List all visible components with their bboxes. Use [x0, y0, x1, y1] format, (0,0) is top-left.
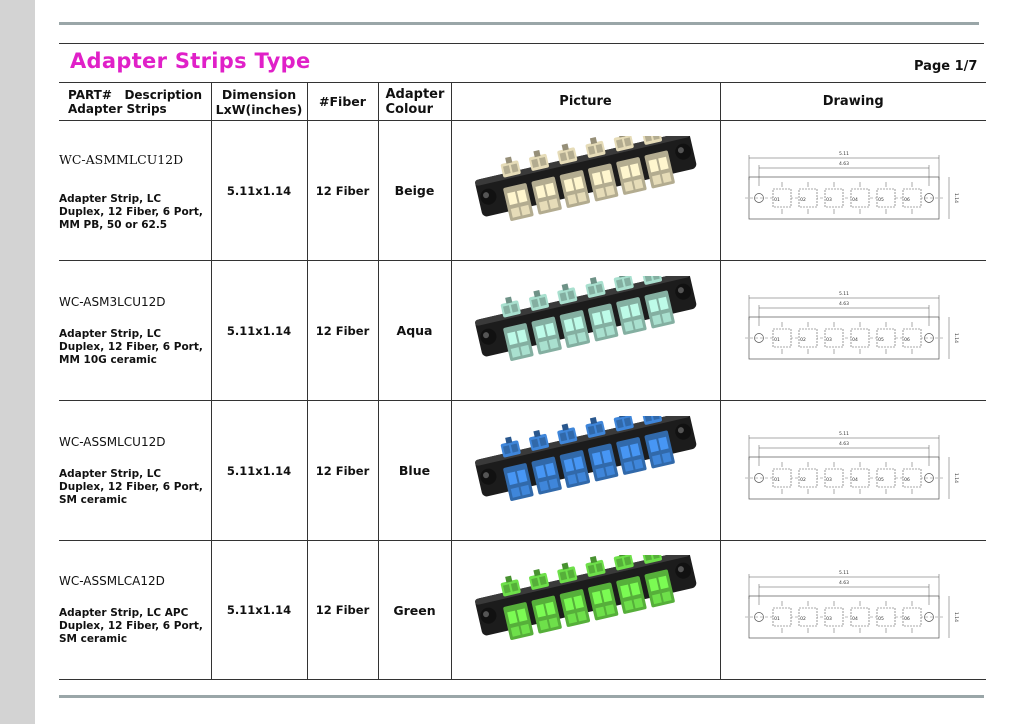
drawing-port-label: 06: [904, 617, 911, 622]
table-row: [59, 121, 986, 261]
drawing-port-label: 01: [774, 337, 781, 343]
drawing-cell: [720, 121, 986, 261]
table-header-row: [59, 83, 986, 121]
adapter-strip-green-icon: [466, 555, 706, 665]
drawing-cell: [720, 261, 986, 401]
header-colour-line2: Colour: [385, 101, 434, 117]
header-dimension: [211, 83, 307, 121]
adapter-strip-aqua-icon: [466, 276, 706, 386]
picture-cell: [451, 121, 720, 261]
part-cell: [59, 541, 211, 680]
picture-cell: [451, 541, 720, 680]
header-part-line1: PART# Description: [68, 87, 203, 102]
header-picture: Picture: [451, 83, 720, 121]
dimension-cell: 5.11x1.14: [211, 121, 307, 261]
part-description: Adapter Strip, LC Duplex, 12 Fiber, 6 Port, SM ceramic: [59, 467, 203, 506]
dimension-drawing-icon: [743, 565, 963, 655]
drawing-port-label: 02: [800, 617, 807, 622]
header-fiber: #Fiber: [307, 83, 378, 121]
dimension-drawing-icon: [743, 286, 963, 376]
dimension-drawing-icon: [743, 146, 963, 236]
part-description: Adapter Strip, LC Duplex, 12 Fiber, 6 Port, MM 10G ceramic: [59, 327, 203, 366]
part-number: WC-ASMMLCU12D: [59, 151, 184, 167]
part-cell: [59, 401, 211, 541]
table-row: [59, 261, 986, 401]
drawing-port-label: 02: [800, 197, 807, 203]
part-number: WC-ASM3LCU12D: [59, 294, 166, 309]
drawing-port-label: 04: [852, 337, 859, 343]
picture-cell: [451, 401, 720, 541]
drawing-port-label: 04: [852, 477, 859, 483]
fiber-cell: 12 Fiber: [307, 541, 378, 680]
part-cell: [59, 121, 211, 261]
header-adapter-colour: [378, 83, 451, 121]
drawing-width-label: 1.14: [953, 472, 959, 483]
dimension-cell: 5.11x1.14: [211, 401, 307, 541]
page-side-margin: [0, 0, 35, 724]
drawing-width-label: 1.14: [953, 611, 959, 623]
header-part-line2: Adapter Strips: [68, 101, 167, 116]
fiber-cell: 12 Fiber: [307, 261, 378, 401]
drawing-port-label: 02: [800, 477, 807, 483]
bottom-rule: [59, 695, 984, 698]
drawing-port-label: 03: [826, 197, 833, 203]
drawing-port-label: 02: [800, 337, 807, 343]
drawing-hole-spacing-label: 4.63: [839, 581, 850, 586]
adapter-strip-beige-icon: [466, 136, 706, 246]
table-frame-top: [59, 43, 984, 44]
colour-cell: Beige: [378, 121, 451, 261]
fiber-cell: 12 Fiber: [307, 401, 378, 541]
header-dimension-line2: LxW(inches): [215, 101, 303, 117]
drawing-port-label: 05: [878, 617, 885, 622]
drawing-port-label: 03: [826, 617, 833, 622]
drawing-cell: [720, 401, 986, 541]
drawing-overall-length-label: 5.11: [839, 571, 850, 576]
header-dimension-line1: Dimension: [221, 86, 297, 102]
adapter-strips-table: [59, 82, 986, 680]
colour-cell: Green: [378, 541, 451, 680]
dimension-cell: 5.11x1.14: [211, 541, 307, 680]
drawing-port-label: 04: [852, 617, 859, 622]
top-rule: [59, 22, 979, 25]
dimension-cell: 5.11x1.14: [211, 261, 307, 401]
page-number: Page 1/7: [914, 59, 978, 74]
table-row: [59, 401, 986, 541]
drawing-port-label: 05: [878, 337, 885, 343]
drawing-port-label: 05: [878, 477, 885, 483]
colour-cell: Aqua: [378, 261, 451, 401]
drawing-port-label: 01: [774, 617, 781, 622]
drawing-port-label: 05: [878, 197, 885, 203]
drawing-port-label: 01: [774, 197, 781, 203]
table-row: [59, 541, 986, 680]
adapter-strip-blue-icon: [466, 416, 706, 526]
drawing-overall-length-label: 5.11: [839, 151, 850, 157]
part-cell: [59, 261, 211, 401]
part-description: Adapter Strip, LC APC Duplex, 12 Fiber, 6 Port, SM ceramic: [59, 607, 203, 645]
part-number: WC-ASSMLCA12D: [59, 574, 165, 588]
drawing-port-label: 01: [774, 477, 781, 483]
drawing-width-label: 1.14: [953, 332, 959, 343]
drawing-port-label: 03: [826, 477, 833, 483]
drawing-hole-spacing-label: 4.63: [839, 161, 850, 167]
dimension-drawing-icon: [743, 426, 963, 516]
drawing-port-label: 06: [904, 337, 911, 343]
drawing-overall-length-label: 5.11: [839, 431, 850, 437]
drawing-port-label: 04: [852, 197, 859, 203]
part-description: Adapter Strip, LC Duplex, 12 Fiber, 6 Port, MM PB, 50 or 62.5: [59, 192, 203, 231]
colour-cell: Blue: [378, 401, 451, 541]
header-drawing: Drawing: [720, 83, 986, 121]
picture-cell: [451, 261, 720, 401]
drawing-port-label: 06: [904, 477, 911, 483]
drawing-width-label: 1.14: [953, 192, 959, 203]
drawing-hole-spacing-label: 4.63: [839, 441, 850, 447]
drawing-cell: [720, 541, 986, 680]
page-title: Adapter Strips Type: [70, 49, 311, 73]
part-number: WC-ASSMLCU12D: [59, 434, 166, 449]
drawing-port-label: 03: [826, 337, 833, 343]
fiber-cell: 12 Fiber: [307, 121, 378, 261]
drawing-port-label: 06: [904, 197, 911, 203]
header-colour-line1: Adapter: [385, 86, 445, 102]
drawing-hole-spacing-label: 4.63: [839, 301, 850, 307]
drawing-overall-length-label: 5.11: [839, 291, 850, 297]
header-part-description: [59, 83, 211, 121]
